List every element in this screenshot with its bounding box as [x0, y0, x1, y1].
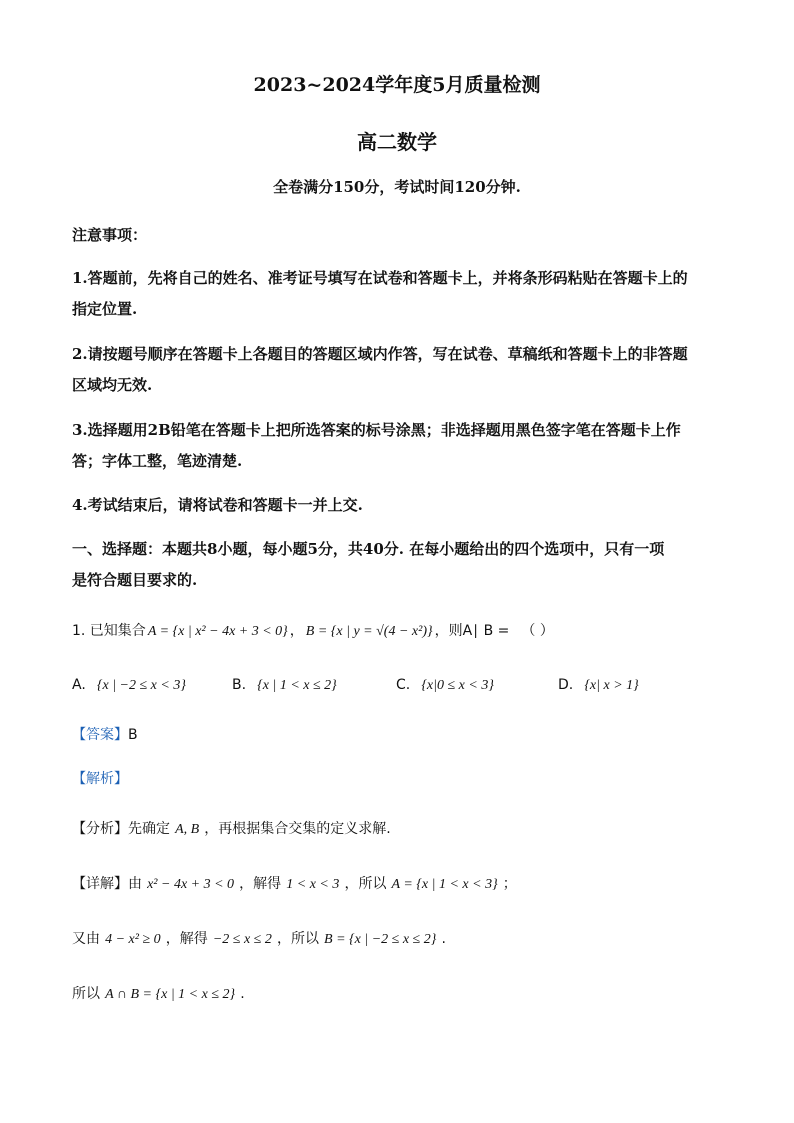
analysis-detail-line3 [72, 983, 245, 1003]
answer-tag: 【答案】 [72, 727, 128, 743]
option-c [396, 674, 494, 694]
option-d [558, 674, 639, 694]
detail-1-text-b: ，解得 [239, 876, 282, 892]
detail-2-text-b: ，解得 [165, 931, 208, 947]
analysis-tag: 【解析】 [72, 771, 128, 787]
question-1-set-b: B = {x | y = √(4 − x²)} [305, 624, 433, 639]
question-1-paren: （ ） [521, 623, 554, 639]
option-b-label: B. [232, 677, 247, 693]
option-b-text: {x | 1 < x ≤ 2} [257, 678, 337, 693]
answer-value: B [128, 727, 138, 743]
notice-item-3-line2: 答；字体工整，笔迹清楚. [72, 452, 243, 470]
notice-item-2-line2: 区域均无效. [72, 376, 153, 394]
fenxi-tag: 【分析】 [72, 821, 128, 837]
subject-title: 高二数学 [357, 130, 437, 154]
detail-1-text-c: ，所以 [344, 876, 387, 892]
detail-3-text-b: . [240, 986, 245, 1002]
option-d-text: {x| x > 1} [584, 678, 639, 693]
fenxi-math: A, B [175, 822, 200, 837]
question-1-ask: ，则A∣ B = [434, 623, 510, 639]
option-a-label: A. [72, 677, 86, 693]
notice-item-4-line1: 4.考试结束后，请将试卷和答题卡一并上交. [72, 496, 363, 514]
notice-item-1-line1: 1.答题前，先将自己的姓名、准考证号填写在试卷和答题卡上，并将条形码粘贴在答题卡上的 [72, 269, 688, 287]
detail-1-text-a: 由 [128, 876, 142, 892]
notice-item-3-line1: 3.选择题用2B铅笔在答题卡上把所选答案的标号涂黑；非选择题用黑色签字笔在答题卡上作 [72, 421, 681, 439]
detail-2-text-d: . [441, 931, 446, 947]
notice-item-1-line2: 指定位置. [72, 300, 138, 318]
detail-1-math-3: A = {x | 1 < x < 3} [391, 877, 498, 892]
fenxi-post: ，再根据集合交集的定义求解. [204, 821, 391, 837]
xiangjie-tag: 【详解】 [72, 876, 128, 892]
analysis-detail-line1 [72, 873, 517, 893]
notice-heading: 注意事项： [72, 226, 148, 244]
question-1 [72, 620, 554, 640]
detail-1-text-d: ； [502, 876, 517, 892]
question-1-comma: ， [289, 623, 304, 639]
section-heading-line2: 是符合题目要求的. [72, 571, 198, 589]
detail-3-math-1: A ∩ B = {x | 1 < x ≤ 2} [105, 987, 236, 1002]
question-1-set-a: A = {x | x² − 4x + 3 < 0} [147, 624, 288, 639]
fenxi-pre: 先确定 [128, 821, 170, 837]
question-1-prefix: 1. 已知集合 [72, 623, 146, 639]
notice-item-2-line1: 2.请按题号顺序在答题卡上各题目的答题区域内作答，写在试卷、草稿纸和答题卡上的非答题 [72, 345, 688, 363]
section-heading-line1: 一、选择题：本题共8小题，每小题5分，共40分. 在每小题给出的四个选项中，只有一项 [72, 540, 665, 558]
detail-1-math-2: 1 < x < 3 [286, 877, 340, 892]
detail-1-math-1: x² − 4x + 3 < 0 [147, 877, 235, 892]
detail-3-text-a: 所以 [72, 986, 100, 1002]
detail-2-text-a: 又由 [72, 931, 100, 947]
detail-2-math-2: −2 ≤ x ≤ 2 [212, 932, 272, 947]
exam-title: 2023~2024学年度5月质量检测 [253, 74, 541, 96]
option-d-label: D. [558, 677, 574, 693]
option-c-label: C. [396, 677, 411, 693]
option-a [72, 674, 186, 694]
option-b [232, 674, 337, 694]
detail-2-math-1: 4 − x² ≥ 0 [105, 932, 161, 947]
analysis-detail-line2 [72, 928, 446, 948]
detail-2-math-3: B = {x | −2 ≤ x ≤ 2} [324, 932, 437, 947]
answer-line [72, 724, 138, 744]
option-c-text: {x|0 ≤ x < 3} [421, 678, 494, 693]
detail-2-text-c: ，所以 [276, 931, 319, 947]
analysis-fenxi [72, 818, 391, 838]
option-a-text: {x | −2 ≤ x < 3} [96, 678, 186, 693]
exam-info: 全卷满分150分，考试时间120分钟. [273, 178, 521, 196]
